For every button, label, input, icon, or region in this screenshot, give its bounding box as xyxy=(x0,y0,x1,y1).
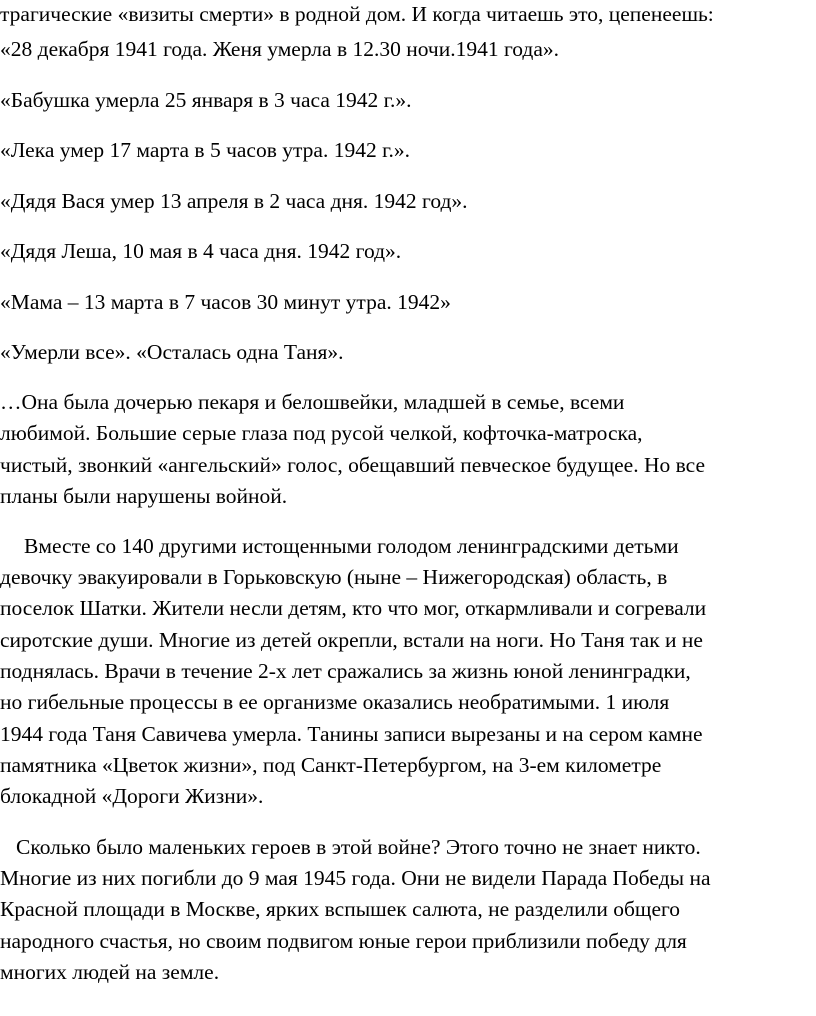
diary-entry: «Дядя Вася умер 13 апреля в 2 часа дня. 1942 год». xyxy=(0,189,468,213)
text-line: девочку эвакуировали в Горьковскую (ныне – Нижегородская) область, в xyxy=(0,565,668,589)
text-line: Сколько было маленьких героев в этой войне? Этого точно не знает никто. xyxy=(16,835,701,859)
diary-entry: «Дядя Леша, 10 мая в 4 часа дня. 1942 год». xyxy=(0,239,402,263)
text-line: но гибельные процессы в ее организме оказались необратимыми. 1 июля xyxy=(0,690,670,714)
text-line: чистый, звонкий «ангельский» голос, обещавший певческое будущее. Но все xyxy=(0,453,705,477)
diary-entry: «Умерли все». «Осталась одна Таня». xyxy=(0,340,344,364)
text-line: 1944 года Таня Савичева умерла. Танины записи вырезаны и на сером камне xyxy=(0,722,703,746)
text-line: поднялась. Врачи в течение 2-х лет сражались за жизнь юной ленинградки, xyxy=(0,659,691,683)
text-line: сиротские души. Многие из детей окрепли, встали на ноги. Но Таня так и не xyxy=(0,628,703,652)
text-line: …Она была дочерью пекаря и белошвейки, младшей в семье, всеми xyxy=(0,390,625,414)
text-line: любимой. Большие серые глаза под русой челкой, кофточка-матроска, xyxy=(0,421,643,445)
text-line: многих людей на земле. xyxy=(0,960,220,984)
text-line: планы были нарушены войной. xyxy=(0,484,288,508)
text-line: Красной площади в Москве, ярких вспышек салюта, не разделили общего xyxy=(0,897,681,921)
diary-entry: «Бабушка умерла 25 января в 3 часа 1942 г.». xyxy=(0,88,412,112)
diary-entry: «Лека умер 17 марта в 5 часов утра. 1942 г.». xyxy=(0,138,410,162)
text-line: Вместе со 140 другими истощенными голодом ленинградскими детьми xyxy=(24,534,679,558)
text-line: трагические «визиты смерти» в родной дом. И когда читаешь это, цепенеешь: xyxy=(0,2,714,26)
text-line: «28 декабря 1941 года. Женя умерла в 12.30 ночи.1941 года». xyxy=(0,37,560,61)
text-line: поселок Шатки. Жители несли детям, кто что мог, откармливали и согревали xyxy=(0,596,707,620)
diary-entry: «Мама – 13 марта в 7 часов 30 минут утра. 1942» xyxy=(0,290,451,314)
text-line: блокадной «Дороги Жизни». xyxy=(0,784,264,808)
text-line: народного счастья, но своим подвигом юные герои приблизили победу для xyxy=(0,929,687,953)
text-line: памятника «Цветок жизни», под Санкт-Петербургом, на 3-ем километре xyxy=(0,753,662,777)
text-line: Многие из них погибли до 9 мая 1945 года. Они не видели Парада Победы на xyxy=(0,866,711,890)
